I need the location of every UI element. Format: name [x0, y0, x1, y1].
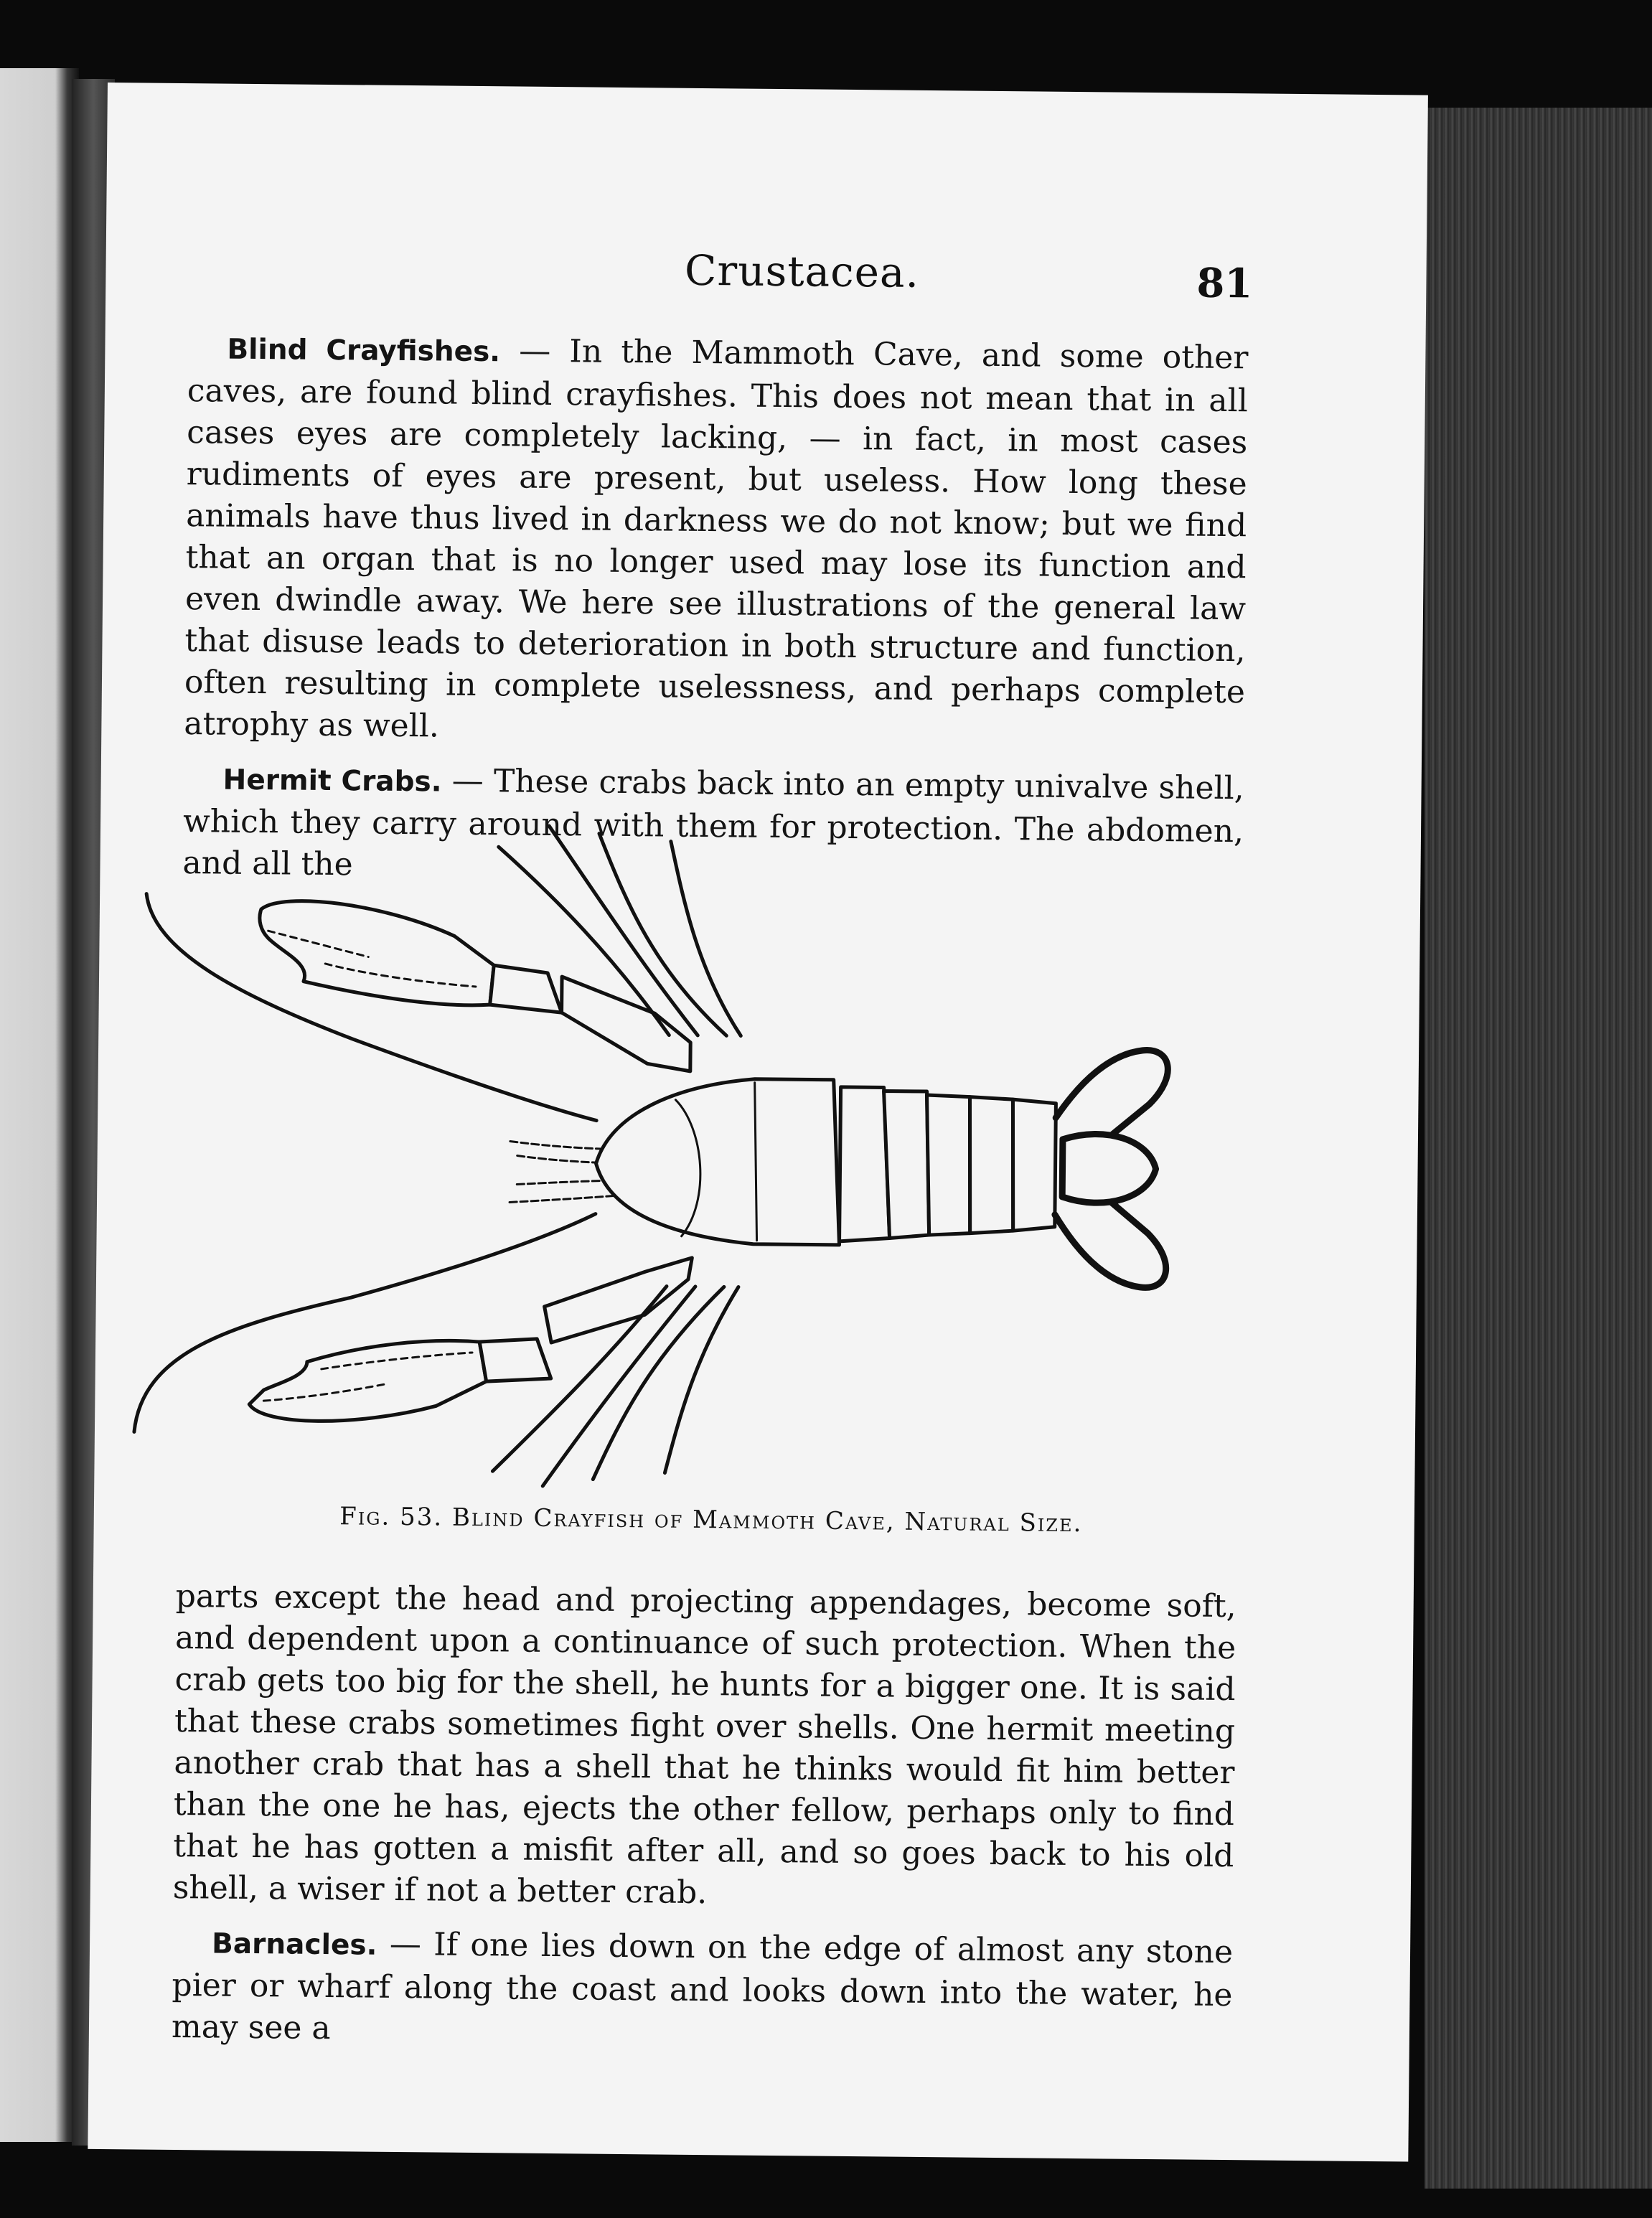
book-page	[88, 83, 1428, 2162]
tail-fan-upper	[1056, 1049, 1168, 1140]
paragraph-body: — These crabs back into an empty univalve shell, which they carry around with them for protection. The abdomen, and all the	[182, 762, 1244, 883]
run-in-heading: Hermit Crabs.	[222, 763, 442, 799]
paragraph-hermit-crabs-continued	[173, 1576, 1236, 1919]
carpus-lower	[479, 1338, 552, 1382]
abdomen-segment	[883, 1091, 931, 1239]
paragraph-body: parts except the head and projecting appendages, become soft, and dependent upon a continuance of such protection. When the crab gets too big for the shell, he hunts for a bigger one. It is said that these crabs sometimes fight over shells. One hermit meeting another crab that has a shell that he thinks would fit him better than the one he has, ejects the other fellow, perhaps only to find that he has gotten a misfit after all, and so goes back to his old shell, a wiser if not a better crab.	[172, 1578, 1236, 1912]
paragraph-blind-crayfishes	[184, 327, 1249, 755]
claw-upper	[259, 901, 494, 1005]
run-in-heading: Barnacles.	[211, 1927, 377, 1962]
tail-fan-lower	[1054, 1197, 1167, 1288]
paragraph-body: — In the Mammoth Cave, and some other caves, are found blind crayfishes. This does not mean that in all cases eyes are completely lacking, — in fact, in most cases rudiments of eyes are present, but useless. How long these animals have thus lived in darkness we do not know; but we find that an organ that is no longer used may lose its function and even dwindle away. We here see illustrations of the general law that disuse leads to deterioration in both structure and function, often resulting in complete uselessness, and perhaps complete atrophy as well.	[184, 332, 1249, 745]
walking-leg	[669, 842, 743, 1036]
run-in-heading: Blind Crayfishes.	[227, 333, 501, 369]
page-number: 81	[1196, 259, 1253, 308]
walking-leg	[665, 1287, 738, 1474]
figure-caption: Fig. 53. Blind Crayfish of Mammoth Cave, Natural Size.	[339, 1502, 1083, 1538]
abdomen-segment	[926, 1095, 972, 1236]
merus-lower	[544, 1256, 692, 1344]
carapace	[596, 1078, 841, 1245]
paragraph-barnacles	[172, 1922, 1234, 2058]
claw-lower	[249, 1339, 487, 1423]
text-block-bottom	[172, 1576, 1236, 2071]
carpus-upper	[490, 965, 563, 1012]
abdomen-segment	[969, 1097, 1015, 1234]
abdomen-segment	[1012, 1099, 1056, 1231]
crayfish-illustration	[47, 807, 1231, 1507]
merus-upper	[561, 977, 691, 1071]
paragraph-body: — If one lies down on the edge of almost any stone pier or wharf along the coast and looks down into the water, he may see a	[171, 1925, 1234, 2047]
running-head: Crustacea.	[684, 245, 920, 297]
telson	[1062, 1134, 1156, 1203]
page-block-edge	[1425, 108, 1652, 2189]
